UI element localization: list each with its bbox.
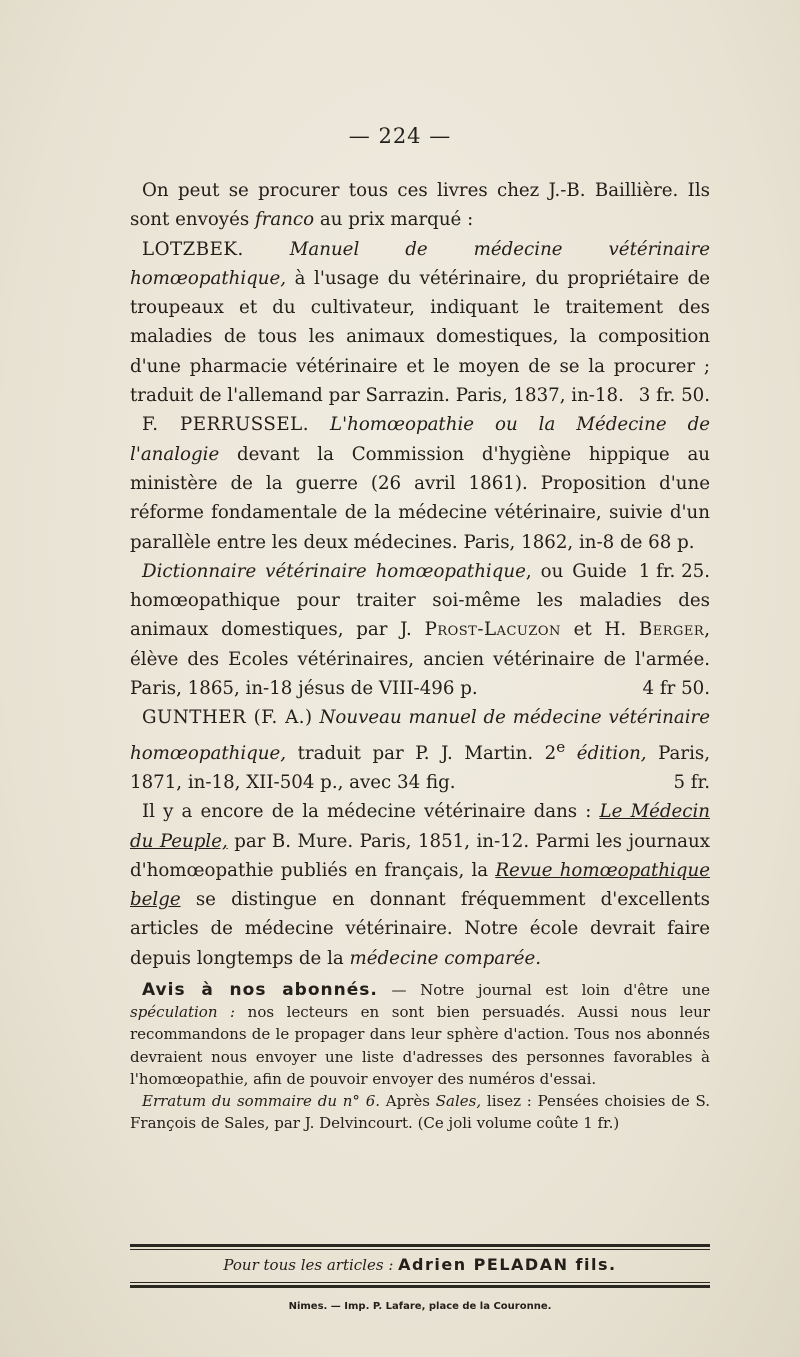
avis-paragraph	[130, 979, 710, 1090]
entry-author: LOTZBEK.	[142, 238, 244, 260]
imprint-line: Nimes. — Imp. P. Lafare, place de la Couronne.	[288, 1301, 552, 1312]
erratum-text: Après	[380, 1092, 436, 1111]
intro-franco: franco	[254, 209, 315, 231]
entry-author: F. PERRUSSEL.	[142, 414, 310, 436]
intro-paragraph	[130, 176, 710, 235]
erratum-text: lisez : Pensées choisies de S. François de Sales, par J. Delvincourt. (Ce joli volume coûte 1 fr.)	[130, 1092, 710, 1133]
footer-bottom-rule-thin	[130, 1282, 710, 1283]
para-comparee: médecine comparée.	[349, 947, 542, 969]
para-title-medecin: Le Médecin du Peuple,	[130, 801, 710, 852]
entry-price: 1 fr. 25.	[638, 560, 710, 582]
entry-price: 5 fr.	[673, 772, 710, 793]
avis-heading: Avis à nos abonnés.	[142, 980, 378, 1001]
entry-title: L'homœopathie ou la Médecine de l'analogie	[130, 414, 710, 465]
entry-text: à l'usage du vétérinaire, du propriétaire de troupeaux et du cultivateur, indiquant le traitement des maladies de tous les animaux domestiques, la composition d'une pharmacie vétérinaire et le moyen de se la procurer ; traduit de l'allemand par Sarrazin. Paris, 1837, in-18.	[130, 267, 710, 407]
entry-text: traduit par P. J. Martin. 2	[286, 742, 557, 764]
avis-text: — Notre journal est loin d'être une	[377, 981, 710, 1000]
para-title-revue: Revue homœopathique belge	[130, 859, 710, 911]
erratum-sales: Sales,	[435, 1092, 482, 1111]
entry-title: Manuel de médecine vétérinaire homœopathique,	[130, 238, 710, 289]
entry-title: Dictionnaire vétérinaire homœopathique	[142, 560, 526, 582]
entry-title: Nouveau manuel de médecine vétérinaire homœopathique,	[130, 707, 710, 764]
avis-text: nos lecteurs en sont bien persuadés. Aussi nous leur recommandons de le propager dans leur sphère d'action. Tous nos abonnés devraient nous envoyer une liste d'adresses des personnes favorables à l'homœopathie, afin de pouvoir envoyer des numéros d'essai.	[130, 1003, 710, 1088]
entry-author-name: Berger	[638, 619, 705, 641]
para-text: Il y a encore de la médecine vétérinaire dans :	[142, 801, 600, 823]
intro-text-end: au prix marqué :	[314, 209, 474, 231]
footer-author: Adrien PELADAN fils.	[398, 1255, 617, 1274]
footer-credit	[130, 1255, 710, 1274]
footer-top-rule	[130, 1244, 710, 1247]
entry-text: Paris, 1871, in-18, XII-504 p., avec 34 fig.	[130, 742, 711, 793]
entry-text: , élève des Ecoles vétérinaires, ancien vétérinaire de l'armée. Paris, 1865, in-18 jésus de VIII-496 p.	[130, 619, 710, 700]
entry-superscript: e	[556, 737, 566, 756]
para-text: par B. Mure. Paris, 1851, in-12. Parmi les journaux d'homœopathie publiés en français, la	[130, 830, 710, 881]
entry-price: 4 fr 50.	[642, 678, 710, 700]
entry-text: et H.	[560, 619, 639, 641]
entry-price: 3 fr. 50.	[638, 385, 710, 407]
para-text: se distingue en donnant fréquemment d'excellents articles de médecine vétérinaire. Notre école devrait faire depuis longtemps de la	[130, 889, 710, 969]
footer-lead: Pour tous les articles :	[223, 1256, 399, 1274]
erratum-heading: Erratum du sommaire du n° 6.	[142, 1092, 381, 1111]
entry-edition: édition,	[565, 742, 647, 764]
entry-author-name: Prost-Lacuzon	[424, 619, 561, 641]
footer-bottom-rule	[130, 1285, 710, 1288]
entry-lotzbek	[130, 235, 710, 411]
footer-top-rule-thin	[130, 1249, 710, 1250]
main-text	[130, 176, 710, 1135]
entry-dictionnaire	[130, 557, 710, 703]
avis-speculation: spéculation :	[130, 1003, 236, 1022]
entry-gunther	[130, 703, 710, 797]
paragraph-medecin	[130, 797, 710, 973]
erratum-paragraph	[130, 1090, 710, 1134]
page-number: — 224 —	[348, 124, 452, 148]
entry-author: GUNTHER (F. A.)	[142, 707, 313, 729]
intro-text: On peut se procurer tous ces livres chez J.-B. Baillière. Ils sont envoyés	[130, 180, 710, 231]
entry-text: , ou Guide homœopathique pour traiter soi-même les maladies des animaux domestiques, par J.	[130, 560, 710, 641]
entry-text: devant la Commission d'hygiène hippique au ministère de la guerre (26 avril 1861). Proposition d'une réforme fondamentale de la médecine vétérinaire, suivie d'un parallèle entre les deux médecines. Paris, 1862, in-8 de 68 p.	[130, 443, 710, 553]
